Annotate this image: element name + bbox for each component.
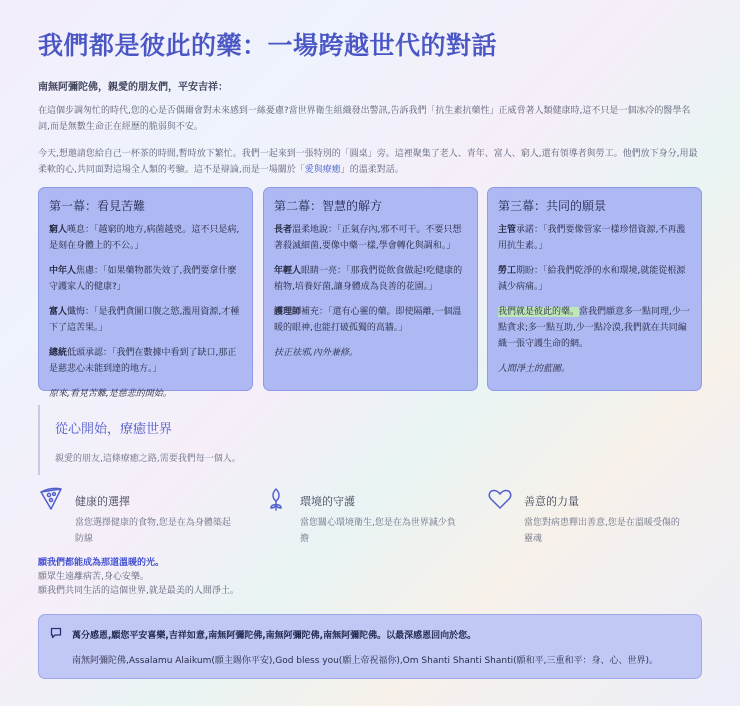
feature-title: 善意的力量: [524, 495, 579, 508]
dialogue-text: 補充：「還有心靈的藥。即使隔離,一個溫暖的眼神,也能打破孤獨的高牆。」: [274, 307, 462, 333]
speaker: 總統: [49, 348, 68, 358]
dialogue-text: 眼睛一亮：「那我們從飲食做起!吃健康的植物,培養好菌,讓身體成為良善的花園。」: [274, 266, 463, 292]
speaker: 富人: [49, 307, 68, 317]
wish-lead: 願我們都能成為那道溫暖的光。: [38, 558, 165, 568]
blessing-thanks: 萬分感恩,願您平安喜樂,吉祥如意,南無阿彌陀佛,南無阿彌陀佛,南無阿彌陀佛。以最深感恩回向於您。: [72, 631, 477, 641]
blessing-box: [38, 614, 702, 679]
dialogue-line: [274, 263, 467, 295]
feature-kindness: [487, 486, 707, 546]
feature-environment: [263, 486, 483, 546]
act-card-2: [263, 187, 478, 391]
wish-line: 願我們共同生活的這個世界,就是最美的人間淨土。: [38, 586, 239, 596]
dialogue-line: [49, 263, 242, 295]
dialogue-text: 溫柔地說：「正氣存內,邪不可干。不要只想著殺滅細菌,要像中藥一樣,學會轉化與調和。」: [274, 225, 462, 251]
highlighted-text: 我們就是彼此的藥。: [498, 307, 580, 317]
dialogue-text: 懺悔：「是我們貪圖口腹之慾,濫用資源,才種下了這苦果。」: [49, 307, 240, 333]
love-healing-link[interactable]: 愛與療癒: [304, 165, 341, 175]
act-card-3: [487, 187, 702, 391]
wish-line: 願眾生遠離病苦,身心安樂。: [38, 572, 149, 582]
feature-text: 當您選擇健康的食物,您是在為身體築起防線: [75, 518, 231, 544]
feature-text: 當您對病患釋出善意,您是在溫暖受傷的靈魂: [524, 518, 680, 544]
intro-paragraph-1: 在這個步調匆忙的時代,您的心是否偶爾會對未來感到一絲憂慮?當世界衛生組織發出警訊,告訴我們「抗生素抗藥性」正威脅著人類健康時,這不只是一個冰冷的醫學名詞,而是無數生命正在經歷的脆弱與不安。: [38, 106, 691, 132]
message-square-icon: [50, 627, 62, 639]
blessing-multifaith: 南無阿彌陀佛,Assalamu Alaikum(願主賜你平安),God bless you(願上帝祝福你),Om Shanti Shanti Shanti(願和平,三重和平：身、心、世界)。: [72, 656, 658, 666]
quote-block: [38, 405, 702, 475]
speaker: 中年人: [49, 266, 77, 276]
act-closing: 原來,看見苦難,是慈悲的開始。: [49, 389, 172, 399]
pizza-slice-icon: [38, 486, 64, 512]
speaker: 護理師: [274, 307, 302, 317]
feature-title: 健康的選擇: [75, 495, 130, 508]
highlight-paragraph: [498, 304, 691, 352]
page-title: 我們都是彼此的藥：一場跨越世代的對話: [38, 31, 498, 60]
feature-title: 環境的守護: [300, 495, 355, 508]
heart-icon: [487, 486, 513, 512]
intro-text-end: 」的溫柔對話。: [340, 165, 404, 175]
quote-text: 親愛的朋友,這條療癒之路,需要我們每一個人。: [55, 454, 241, 464]
feature-healthy-choice: [38, 486, 258, 546]
act-heading: 第三幕：共同的願景: [498, 199, 607, 213]
intro-paragraph-2: [38, 146, 702, 178]
wishes-block: [38, 556, 239, 598]
intro-text: 今天,想邀請您給自己一杯茶的時間,暫時放下繁忙。我們一起來到一張特別的「圓桌」旁。這裡聚集了老人、青年、富人、窮人,還有領導者與勞工。他們放下身分,用最柔軟的心,共同面對這場全人類的考驗。這不是辯論,而是一場關於「: [38, 149, 698, 175]
act-heading: 第一幕：看見苦難: [49, 199, 146, 213]
dialogue-text: 焦慮：「如果藥物都失效了,我們要拿什麼守護家人的健康?」: [49, 266, 237, 292]
dialogue-text: 承諾：「我們要像管家一樣珍惜資源,不再濫用抗生素。」: [498, 225, 686, 251]
speaker: 窮人: [49, 225, 68, 235]
dialogue-text: 嘆息：「越窮的地方,病菌越兇。這不只是病,是刻在身體上的不公。」: [49, 225, 240, 251]
dialogue-line: [498, 222, 691, 254]
feature-text: 當您關心環境衛生,您是在為世界減少負擔: [300, 518, 456, 544]
speaker: 年輕人: [274, 266, 302, 276]
dialogue-line: [498, 263, 691, 295]
act-card-1: [38, 187, 253, 399]
plant-sprout-icon: [263, 486, 289, 512]
dialogue-line: [274, 222, 467, 254]
dialogue-line: [274, 304, 467, 336]
highlight-follow-text: 當我們願意多一點同理,少一點貪求;多一點互助,少一點冷漠,我們就在共同編織一張守護生命的網。: [498, 307, 690, 349]
dialogue-line: [49, 304, 242, 336]
act-heading: 第二幕：智慧的解方: [274, 199, 383, 213]
greeting: 南無阿彌陀佛，親愛的朋友們，平安吉祥：: [38, 82, 228, 93]
speaker: 長者: [274, 225, 293, 235]
speaker: 勞工: [498, 266, 517, 276]
quote-heading: 從心開始，療癒世界: [55, 422, 173, 437]
act-closing: 人間淨土的藍圖。: [498, 364, 571, 374]
act-closing: 扶正祛邪,內外兼修。: [274, 348, 358, 358]
speaker: 主管: [498, 225, 517, 235]
dialogue-text: 低頭承認：「我們在數據中看到了缺口,那正是慈悲心未能到達的地方。」: [49, 348, 237, 374]
dialogue-line: [49, 345, 242, 377]
dialogue-text: 期盼：「給我們乾淨的水和環境,就能從根源減少病痛。」: [498, 266, 686, 292]
dialogue-line: [49, 222, 242, 254]
